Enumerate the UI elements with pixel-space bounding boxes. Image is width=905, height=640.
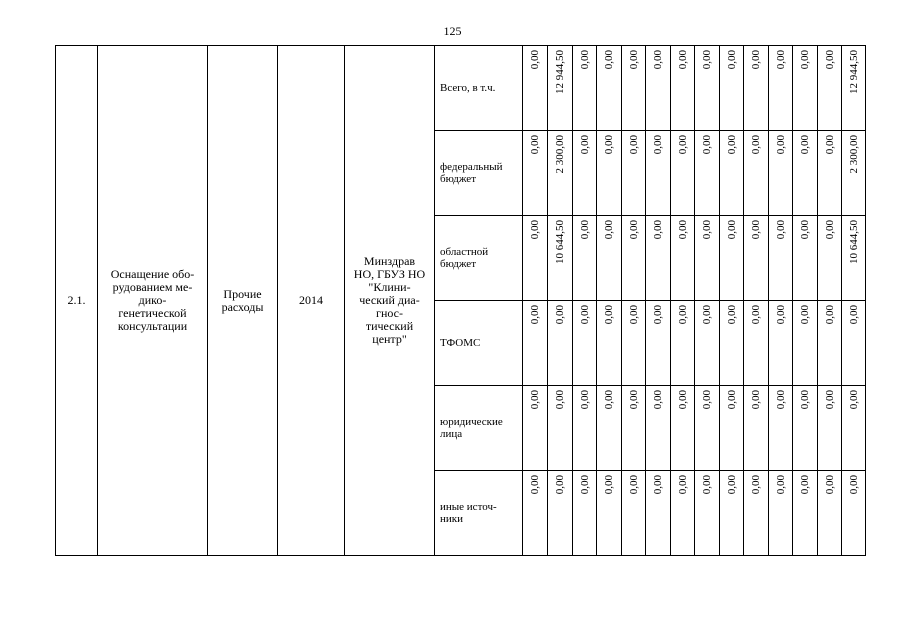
amount-cell	[695, 131, 720, 216]
amount-value: 0,00	[627, 50, 640, 70]
amount-value: 0,00	[799, 50, 811, 70]
amount-value: 0,00	[774, 305, 787, 325]
amount-cell	[646, 386, 671, 471]
amount-cell	[671, 386, 695, 471]
amount-cell	[769, 216, 793, 301]
amount-value: 0,00	[529, 475, 541, 495]
amount-cell	[523, 46, 548, 131]
amount-cell	[744, 471, 769, 556]
amount-cell	[769, 386, 793, 471]
amount-value: 0,00	[578, 390, 591, 410]
amount-cell	[671, 301, 695, 386]
amount-value: 0,00	[529, 220, 541, 240]
amount-value: 10 644,50	[554, 220, 566, 264]
amount-value: 0,00	[799, 305, 811, 325]
amount-cell	[646, 46, 671, 131]
funding-source-label: иные источ- ники	[440, 501, 497, 525]
amount-cell	[597, 471, 622, 556]
amount-cell	[695, 386, 720, 471]
amount-cell	[573, 131, 597, 216]
amount-value: 0,00	[799, 220, 811, 240]
amount-cell	[597, 301, 622, 386]
financing-table	[55, 45, 866, 556]
amount-cell	[793, 216, 818, 301]
amount-value: 0,00	[554, 305, 566, 325]
amount-value: 0,00	[529, 305, 541, 325]
expense-type-cell	[208, 46, 278, 556]
amount-cell	[523, 471, 548, 556]
amount-cell	[671, 216, 695, 301]
amount-cell	[523, 386, 548, 471]
amount-cell	[622, 46, 646, 131]
amount-value: 0,00	[774, 390, 787, 410]
amount-value: 0,00	[627, 305, 640, 325]
amount-cell	[769, 46, 793, 131]
amount-value: 0,00	[529, 135, 541, 155]
measure-name-text: Оснащение обо- рудованием ме- дико- генетической консультации	[110, 267, 195, 333]
funding-source-label: Всего, в т.ч.	[440, 82, 496, 94]
amount-cell	[695, 46, 720, 131]
amount-cell	[646, 471, 671, 556]
funding-source-cell	[435, 46, 523, 131]
amount-value: 0,00	[799, 390, 811, 410]
amount-value: 0,00	[847, 305, 860, 325]
amount-cell	[523, 301, 548, 386]
amount-cell	[671, 46, 695, 131]
funding-source-label: юридические лица	[440, 416, 503, 440]
amount-cell	[818, 471, 842, 556]
amount-cell	[818, 216, 842, 301]
amount-value: 0,00	[676, 50, 689, 70]
amount-value: 0,00	[676, 305, 689, 325]
amount-value: 0,00	[603, 390, 615, 410]
amount-value: 0,00	[529, 50, 541, 70]
amount-value: 0,00	[554, 390, 566, 410]
amount-cell	[793, 471, 818, 556]
amount-cell	[646, 301, 671, 386]
year-cell	[278, 46, 345, 556]
amount-cell	[744, 131, 769, 216]
amount-value: 0,00	[652, 390, 664, 410]
measure-name-cell	[98, 46, 208, 556]
amount-cell	[646, 131, 671, 216]
amount-value: 0,00	[652, 305, 664, 325]
amount-cell	[720, 216, 744, 301]
amount-cell	[523, 131, 548, 216]
amount-value: 0,00	[823, 135, 836, 155]
amount-cell	[622, 301, 646, 386]
amount-value: 0,00	[652, 475, 664, 495]
amount-cell	[695, 301, 720, 386]
amount-value: 0,00	[701, 305, 713, 325]
amount-value: 0,00	[799, 475, 811, 495]
amount-cell	[818, 301, 842, 386]
amount-value: 0,00	[603, 305, 615, 325]
amount-cell	[744, 386, 769, 471]
amount-value: 0,00	[750, 50, 762, 70]
amount-cell	[842, 216, 866, 301]
amount-value: 0,00	[799, 135, 811, 155]
funding-source-label: областной бюджет	[440, 246, 489, 270]
amount-cell	[842, 386, 866, 471]
amount-value: 0,00	[750, 220, 762, 240]
funding-source-cell	[435, 301, 523, 386]
amount-value: 0,00	[725, 390, 738, 410]
row-number-cell	[56, 46, 98, 556]
amount-value: 0,00	[627, 135, 640, 155]
amount-value: 0,00	[627, 475, 640, 495]
amount-value: 0,00	[823, 390, 836, 410]
row-number-text: 2.1.	[67, 293, 86, 307]
amount-value: 0,00	[701, 390, 713, 410]
amount-value: 0,00	[676, 475, 689, 495]
amount-cell	[720, 471, 744, 556]
amount-value: 0,00	[676, 220, 689, 240]
amount-value: 0,00	[578, 50, 591, 70]
funding-source-cell	[435, 131, 523, 216]
amount-value: 2 300,00	[554, 135, 566, 174]
amount-cell	[597, 131, 622, 216]
amount-value: 0,00	[750, 135, 762, 155]
funding-source-cell	[435, 216, 523, 301]
amount-value: 0,00	[529, 390, 541, 410]
amount-cell	[573, 301, 597, 386]
amount-cell	[646, 216, 671, 301]
amount-cell	[842, 46, 866, 131]
funding-source-label: ТФОМС	[440, 337, 481, 349]
amount-value: 0,00	[652, 135, 664, 155]
amount-value: 0,00	[823, 475, 836, 495]
amount-value: 0,00	[701, 135, 713, 155]
amount-cell	[597, 46, 622, 131]
amount-cell	[769, 301, 793, 386]
amount-value: 0,00	[750, 305, 762, 325]
amount-value: 0,00	[603, 135, 615, 155]
amount-cell	[793, 46, 818, 131]
amount-cell	[548, 301, 573, 386]
amount-cell	[720, 46, 744, 131]
amount-cell	[720, 386, 744, 471]
amount-value: 0,00	[847, 475, 860, 495]
amount-cell	[622, 131, 646, 216]
amount-value: 0,00	[578, 305, 591, 325]
amount-value: 0,00	[725, 220, 738, 240]
amount-value: 0,00	[676, 135, 689, 155]
amount-cell	[573, 46, 597, 131]
executor-text: Минздрав НО, ГБУЗ НО "Клини- ческий диа- гнос- тический центр"	[353, 254, 426, 346]
amount-value: 0,00	[578, 135, 591, 155]
amount-cell	[548, 46, 573, 131]
amount-cell	[597, 216, 622, 301]
funding-source-cell	[435, 471, 523, 556]
funding-source-cell	[435, 386, 523, 471]
amount-value: 0,00	[823, 220, 836, 240]
executor-cell	[345, 46, 435, 556]
amount-value: 0,00	[578, 475, 591, 495]
amount-value: 0,00	[750, 475, 762, 495]
amount-cell	[548, 386, 573, 471]
amount-cell	[818, 131, 842, 216]
amount-cell	[695, 216, 720, 301]
amount-value: 0,00	[603, 50, 615, 70]
amount-cell	[622, 471, 646, 556]
amount-value: 12 944,50	[847, 50, 860, 94]
amount-value: 0,00	[578, 220, 591, 240]
amount-value: 2 300,00	[847, 135, 860, 174]
amount-value: 0,00	[774, 475, 787, 495]
amount-cell	[695, 471, 720, 556]
amount-cell	[842, 471, 866, 556]
amount-cell	[842, 301, 866, 386]
amount-cell	[597, 386, 622, 471]
amount-cell	[671, 471, 695, 556]
amount-cell	[573, 216, 597, 301]
amount-value: 0,00	[603, 220, 615, 240]
amount-value: 0,00	[847, 390, 860, 410]
amount-value: 0,00	[676, 390, 689, 410]
amount-value: 0,00	[603, 475, 615, 495]
amount-cell	[622, 216, 646, 301]
amount-cell	[793, 131, 818, 216]
amount-value: 0,00	[701, 220, 713, 240]
amount-value: 0,00	[627, 390, 640, 410]
amount-cell	[744, 46, 769, 131]
amount-cell	[573, 471, 597, 556]
amount-cell	[842, 131, 866, 216]
amount-value: 0,00	[774, 220, 787, 240]
amount-value: 0,00	[652, 50, 664, 70]
amount-value: 12 944,50	[554, 50, 566, 94]
amount-value: 0,00	[725, 305, 738, 325]
amount-cell	[671, 131, 695, 216]
amount-value: 0,00	[750, 390, 762, 410]
amount-value: 0,00	[774, 135, 787, 155]
amount-value: 0,00	[701, 50, 713, 70]
funding-source-label: федеральный бюджет	[440, 161, 503, 185]
amount-value: 0,00	[823, 305, 836, 325]
amount-value: 0,00	[725, 475, 738, 495]
amount-cell	[793, 301, 818, 386]
table-row	[56, 46, 866, 131]
amount-cell	[720, 131, 744, 216]
amount-cell	[744, 216, 769, 301]
amount-value: 0,00	[725, 135, 738, 155]
amount-cell	[622, 386, 646, 471]
amount-value: 0,00	[652, 220, 664, 240]
amount-cell	[793, 386, 818, 471]
amount-cell	[818, 386, 842, 471]
expense-type-text: Прочие расходы	[221, 286, 264, 314]
amount-cell	[720, 301, 744, 386]
year-text: 2014	[299, 293, 323, 307]
amount-cell	[548, 216, 573, 301]
amount-value: 0,00	[725, 50, 738, 70]
amount-cell	[744, 301, 769, 386]
amount-value: 0,00	[627, 220, 640, 240]
amount-cell	[573, 386, 597, 471]
amount-cell	[523, 216, 548, 301]
amount-value: 0,00	[774, 50, 787, 70]
amount-value: 0,00	[823, 50, 836, 70]
amount-value: 0,00	[554, 475, 566, 495]
amount-cell	[769, 471, 793, 556]
amount-cell	[818, 46, 842, 131]
amount-cell	[548, 131, 573, 216]
amount-cell	[769, 131, 793, 216]
amount-value: 0,00	[701, 475, 713, 495]
amount-cell	[548, 471, 573, 556]
amount-value: 10 644,50	[847, 220, 860, 264]
page-number: 125	[443, 24, 462, 38]
